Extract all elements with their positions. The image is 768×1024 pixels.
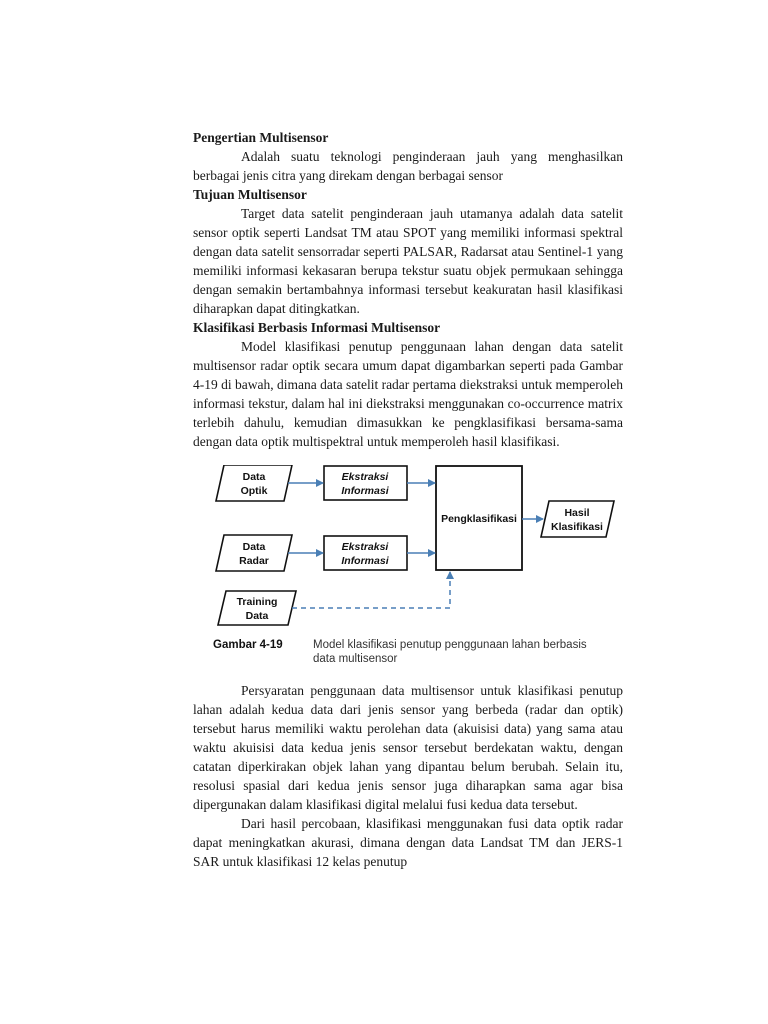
heading-tujuan: Tujuan Multisensor	[193, 187, 307, 202]
input-radar-line2: Radar	[239, 555, 269, 567]
paragraph-pengertian: Adalah suatu teknologi penginderaan jauh yang menghasilkan berbagai jenis citra yang direkam dengan berbagai sensor	[193, 149, 623, 183]
ekstraksi-informasi-box-1	[324, 466, 407, 500]
input-training-line1: Training	[236, 596, 278, 608]
paragraph-percobaan: Dari hasil percobaan, klasifikasi menggunakan fusi data optik radar dapat meningkatkan akurasi, dimana dengan data Landsat TM dan JERS-1 SAR untuk klasifikasi 12 kelas penutup	[193, 816, 623, 869]
arrow-training-to-classifier	[292, 572, 450, 608]
output-line2: Klasifikasi	[551, 521, 603, 533]
input-optik-line1: Data	[242, 471, 266, 483]
ekstraksi-informasi-box-2	[324, 536, 407, 570]
heading-klasifikasi: Klasifikasi Berbasis Informasi Multisensor	[193, 320, 441, 335]
input-data-optik	[216, 465, 292, 501]
caption-label: Gambar 4-19	[213, 639, 283, 651]
ekstraksi-1-line2: Informasi	[341, 485, 389, 497]
figure-4-19	[193, 465, 623, 681]
classifier-box	[436, 466, 522, 570]
paragraph-klasifikasi: Model klasifikasi penutup penggunaan lahan dengan data satelit multisensor radar optik secara umum dapat digambarkan seperti pada Gambar 4-19 di bawah, dimana data satelit radar pertama diekstraksi untuk memperoleh informasi tekstur, dalam hal ini diekstraksi menggunakan co-occurrence matrix terlebih dahulu, kemudian dimasukkan ke pengklasifikasi bersama-sama dengan data optik multispektral untuk memperoleh hasil klasifikasi.	[193, 339, 623, 449]
ekstraksi-2-line1: Ekstraksi	[341, 541, 389, 553]
caption-line2: data multisensor	[313, 653, 398, 665]
ekstraksi-1-line1: Ekstraksi	[341, 471, 389, 483]
ekstraksi-2-line2: Informasi	[341, 555, 389, 567]
input-training-line2: Data	[245, 610, 269, 622]
input-radar-line1: Data	[242, 541, 266, 553]
classifier-label: Pengklasifikasi	[441, 513, 517, 525]
heading-pengertian: Pengertian Multisensor	[193, 130, 329, 145]
input-optik-line2: Optik	[240, 485, 268, 497]
paragraph-tujuan: Target data satelit penginderaan jauh utamanya adalah data satelit sensor optik seperti Landsat TM atau SPOT yang memiliki informasi spektral dengan data satelit sensorradar seperti PALSAR, Radarsat atau Sentinel-1 yang memiliki informasi kekasaran berupa tekstur suatu objek permukaan sehingga dengan semakin bertambahnya informasi tersebut keakuratan hasil klasifikasi diharapkan dapat ditingkatkan.	[193, 206, 623, 316]
output-line1: Hasil	[564, 507, 590, 519]
output-hasil-klasifikasi	[541, 501, 614, 537]
document-body	[193, 128, 623, 871]
flow-diagram	[193, 465, 623, 681]
input-training-data	[218, 591, 296, 625]
input-data-radar	[216, 535, 292, 571]
caption-line1: Model klasifikasi penutup penggunaan lahan berbasis	[313, 639, 587, 651]
paragraph-persyaratan: Persyaratan penggunaan data multisensor untuk klasifikasi penutup lahan adalah kedua data dari jenis sensor yang berbeda (radar dan optik) tersebut harus memiliki waktu perolehan data (akuisisi data) yang sama atau waktu akuisisi data kedua jenis sensor tersebut berdekatan waktu, dengan catatan diperkirakan objek lahan yang dipantau belum berubah. Selain itu, resolusi spasial dari kedua jenis sensor juga diharapkan sama agar bisa dipergunakan dalam klasifikasi digital melalui fusi kedua data tersebut.	[193, 683, 623, 812]
